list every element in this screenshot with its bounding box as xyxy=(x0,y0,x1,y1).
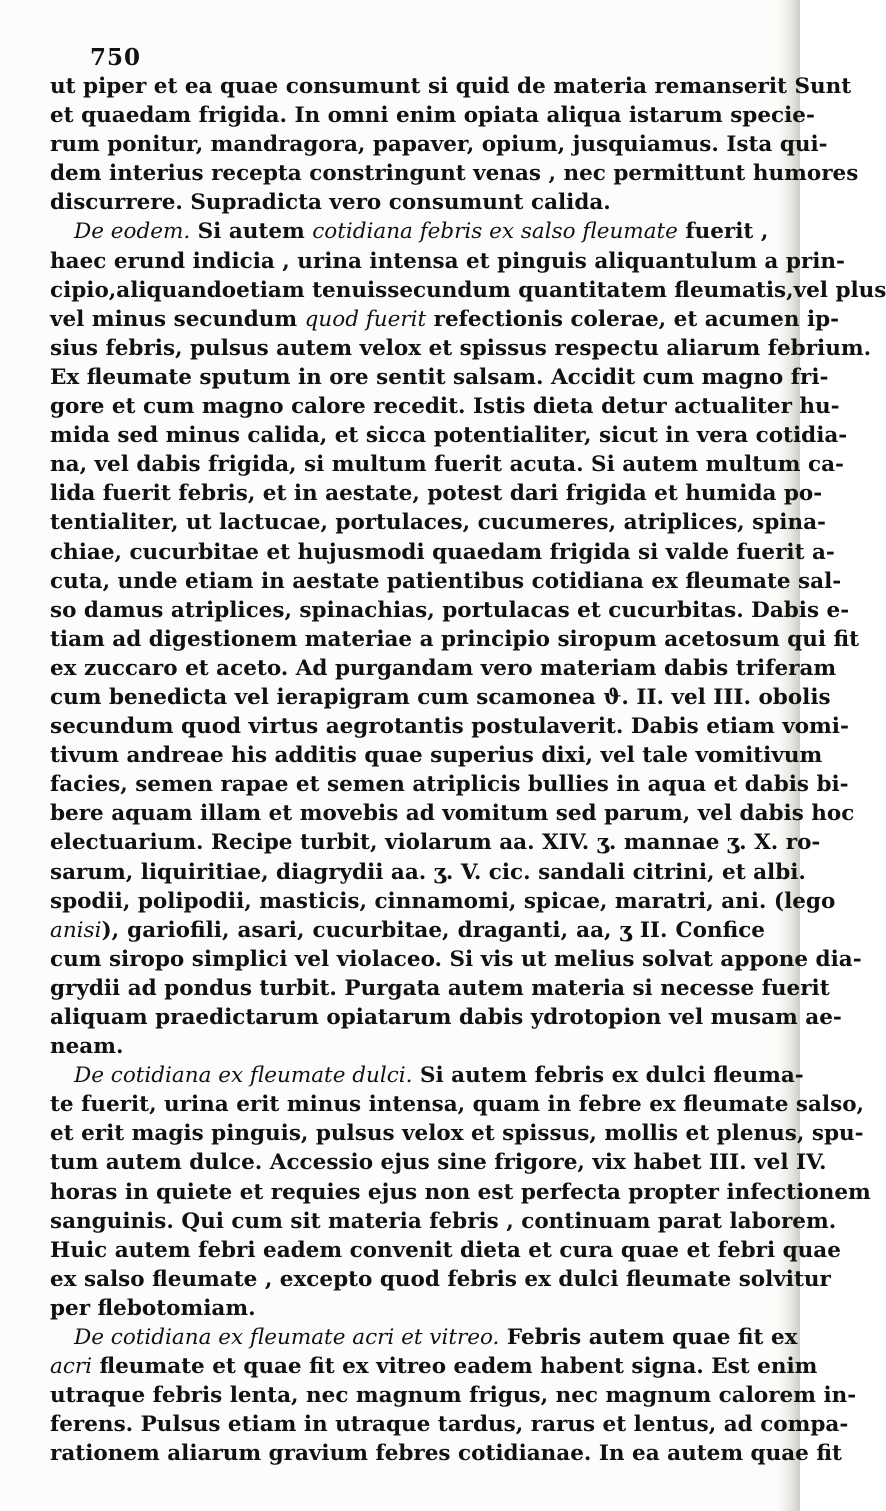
text-run: rationem aliarum gravium febres cotidianae. In ea autem quae fit xyxy=(50,1441,842,1467)
text-run: bere aquam illam et movebis ad vomitum sed parum, vel dabis hoc xyxy=(50,801,855,827)
text-run: ferens. Pulsus etiam in utraque tardus, rarus et lentus, ad compa- xyxy=(50,1412,849,1438)
italic-run: quod fuerit xyxy=(304,306,427,332)
text-line xyxy=(50,217,769,246)
text-line xyxy=(50,305,840,334)
text-line xyxy=(50,1119,864,1148)
text-run: utraque febris lenta, nec magnum frigus, nec magnum calorem in- xyxy=(50,1383,857,1409)
text-run: so damus atriplices, spinachias, portulacas et cucurbitas. Dabis e- xyxy=(50,597,850,623)
italic-run: acri xyxy=(50,1354,93,1380)
text-run: ex salso fleumate , excepto quod febris ex dulci fleumate solvitur xyxy=(50,1266,831,1292)
italic-run: cotidiana febris ex salso fleumate xyxy=(312,219,678,245)
text-run: cuta, unde etiam in aestate patientibus cotidiana ex fleumate sal- xyxy=(50,568,842,594)
text-run: lida fuerit febris, et in aestate, potest dari frigida et humida po- xyxy=(50,481,823,507)
text-run: chiae, cucurbitae et hujusmodi quaedam frigida si valde fuerit a- xyxy=(50,539,835,565)
text-run: sanguinis. Qui cum sit materia febris , continuam parat laborem. xyxy=(50,1208,837,1234)
text-line xyxy=(50,974,830,1003)
text-line xyxy=(50,625,860,654)
text-line xyxy=(50,1439,842,1468)
text-run: mida sed minus calida, et sicca potentialiter, sicut in vera cotidia- xyxy=(50,423,848,449)
text-line xyxy=(50,479,823,508)
text-run: et erit magis pinguis, pulsus velox et spissus, mollis et plenus, spu- xyxy=(50,1121,864,1147)
text-run: tentialiter, ut lactucae, portulaces, cucumeres, atriplices, spina- xyxy=(50,510,826,536)
text-run: tum autem dulce. Accessio ejus sine frigore, vix habet III. vel IV. xyxy=(50,1150,827,1176)
text-run: cum benedicta vel ierapigram cum scamonea ϑ. II. vel III. obolis xyxy=(50,684,831,710)
body-text xyxy=(50,72,886,1469)
text-run: et quaedam frigida. In omni enim opiata aliqua istarum specie- xyxy=(50,103,815,129)
text-run: secundum quod virtus aegrotantis postulaverit. Dabis etiam vomi- xyxy=(50,714,849,740)
text-run: Si autem febris ex dulci fleuma- xyxy=(412,1063,804,1089)
text-run: vel minus secundum xyxy=(50,306,305,332)
text-line xyxy=(50,1032,765,1061)
text-run: ), gariofili, asari, cucurbitae, draganti, aa, ʒ II. Confice xyxy=(101,917,765,943)
text-run: horas in quiete et requies ejus non est perfecta propter infectionem xyxy=(50,1179,871,1205)
text-line xyxy=(50,130,828,159)
text-line xyxy=(50,1207,837,1236)
text-line xyxy=(50,712,849,741)
text-run: Huic autem febri eadem convenit dieta et cura quae et febri quae xyxy=(50,1237,841,1263)
text-line xyxy=(50,770,849,799)
text-line xyxy=(50,363,829,392)
text-line xyxy=(50,450,844,479)
text-line xyxy=(50,945,862,974)
text-run: electuarium. Recipe turbit, violarum aa. XIV. ʒ. mannae ʒ. X. ro- xyxy=(50,830,821,856)
text-line xyxy=(50,188,765,217)
text-line xyxy=(50,101,815,130)
text-line xyxy=(50,1265,831,1294)
text-run: gore et cum magno calore recedit. Istis dieta detur actualiter hu- xyxy=(50,394,840,420)
text-run: Febris autem quae fit ex xyxy=(499,1325,798,1351)
text-line xyxy=(50,1148,827,1177)
text-run: per flebotomiam. xyxy=(50,1295,256,1321)
text-run: cum siropo simplici vel violaceo. Si vis ut melius solvat appone dia- xyxy=(50,946,862,972)
text-line xyxy=(50,683,831,712)
text-run: dem interius recepta constringunt venas , nec permittunt humores xyxy=(50,161,859,187)
text-run: cipio,aliquandoetiam tenuissecundum quantitatem fleumatis,vel plus xyxy=(50,277,886,303)
italic-run: anisi xyxy=(50,917,102,943)
text-line xyxy=(50,1323,798,1352)
text-run: ut piper et ea quae consumunt si quid de materia remanserit Sunt xyxy=(50,74,852,99)
text-line xyxy=(50,1090,865,1119)
text-line xyxy=(50,538,835,567)
text-line xyxy=(50,1352,818,1381)
text-run: aliquam praedictarum opiatarum dabis ydrotopion vel musam ae- xyxy=(50,1005,842,1030)
text-run: fuerit , xyxy=(677,219,769,245)
text-run: facies, semen rapae et semen atriplicis bullies in aqua et dabis bi- xyxy=(50,772,849,798)
text-line xyxy=(50,887,836,916)
text-run: na, vel dabis frigida, si multum fuerit acuta. Si autem multum ca- xyxy=(50,452,844,478)
text-run: discurrere. Supradicta vero consumunt calida. xyxy=(50,190,611,216)
text-run: spodii, polipodii, masticis, cinnamomi, spicae, maratri, ani. (lego xyxy=(50,888,836,914)
text-run: te fuerit, urina erit minus intensa, quam in febre ex fleumate salso, xyxy=(50,1092,865,1118)
text-line xyxy=(50,421,848,450)
text-line xyxy=(50,1061,804,1090)
text-run: grydii ad pondus turbit. Purgata autem materia si necesse fuerit xyxy=(50,975,830,1001)
italic-run: De eodem. xyxy=(74,219,191,245)
text-run: refectionis colerae, et acumen ip- xyxy=(426,306,840,332)
text-line xyxy=(50,1236,841,1265)
text-run: sarum, liquiritiae, diagrydii aa. ʒ. V. cic. sandali citrini, et albi. xyxy=(50,859,806,885)
text-run: rum ponitur, mandragora, papaver, opium, jusquiamus. Ista qui- xyxy=(50,132,828,158)
text-run: Si autem xyxy=(190,219,313,245)
text-line xyxy=(50,567,842,596)
text-line xyxy=(50,916,765,945)
text-run: ex zuccaro et aceto. Ad purgandam vero materiam dabis triferam xyxy=(50,655,837,681)
text-line xyxy=(50,741,823,770)
text-run: sius febris, pulsus autem velox et spissus respectu aliarum febrium. xyxy=(50,335,872,361)
text-line xyxy=(50,159,859,188)
text-line xyxy=(50,654,837,683)
text-line xyxy=(50,1178,871,1207)
text-line xyxy=(50,334,872,363)
text-run: Ex fleumate sputum in ore sentit salsam. Accidit cum magno fri- xyxy=(50,364,829,390)
text-line xyxy=(50,799,855,828)
text-run: tiam ad digestionem materiae a principio siropum acetosum qui fit xyxy=(50,626,860,652)
text-line xyxy=(50,72,852,101)
italic-run: De cotidiana ex fleumate dulci. xyxy=(74,1063,413,1089)
italic-run: De cotidiana ex fleumate acri et vitreo. xyxy=(74,1325,500,1351)
text-line xyxy=(50,1381,857,1410)
text-line xyxy=(50,276,886,305)
text-run: haec erund indicia , urina intensa et pinguis aliquantulum a prin- xyxy=(50,248,845,274)
text-line xyxy=(50,828,821,857)
text-line xyxy=(50,858,806,887)
text-run: tivum andreae his additis quae superius dixi, vel tale vomitivum xyxy=(50,743,823,769)
text-line xyxy=(50,1410,849,1439)
text-run: fleumate et quae fit ex vitreo eadem habent signa. Est enim xyxy=(92,1354,818,1380)
text-line xyxy=(50,392,840,421)
text-run: neam. xyxy=(50,1034,124,1060)
text-line xyxy=(50,596,850,625)
text-line xyxy=(50,508,826,537)
text-line xyxy=(50,247,845,276)
text-line xyxy=(50,1003,842,1032)
text-line xyxy=(50,1294,765,1323)
page-number: 750 xyxy=(90,44,142,71)
